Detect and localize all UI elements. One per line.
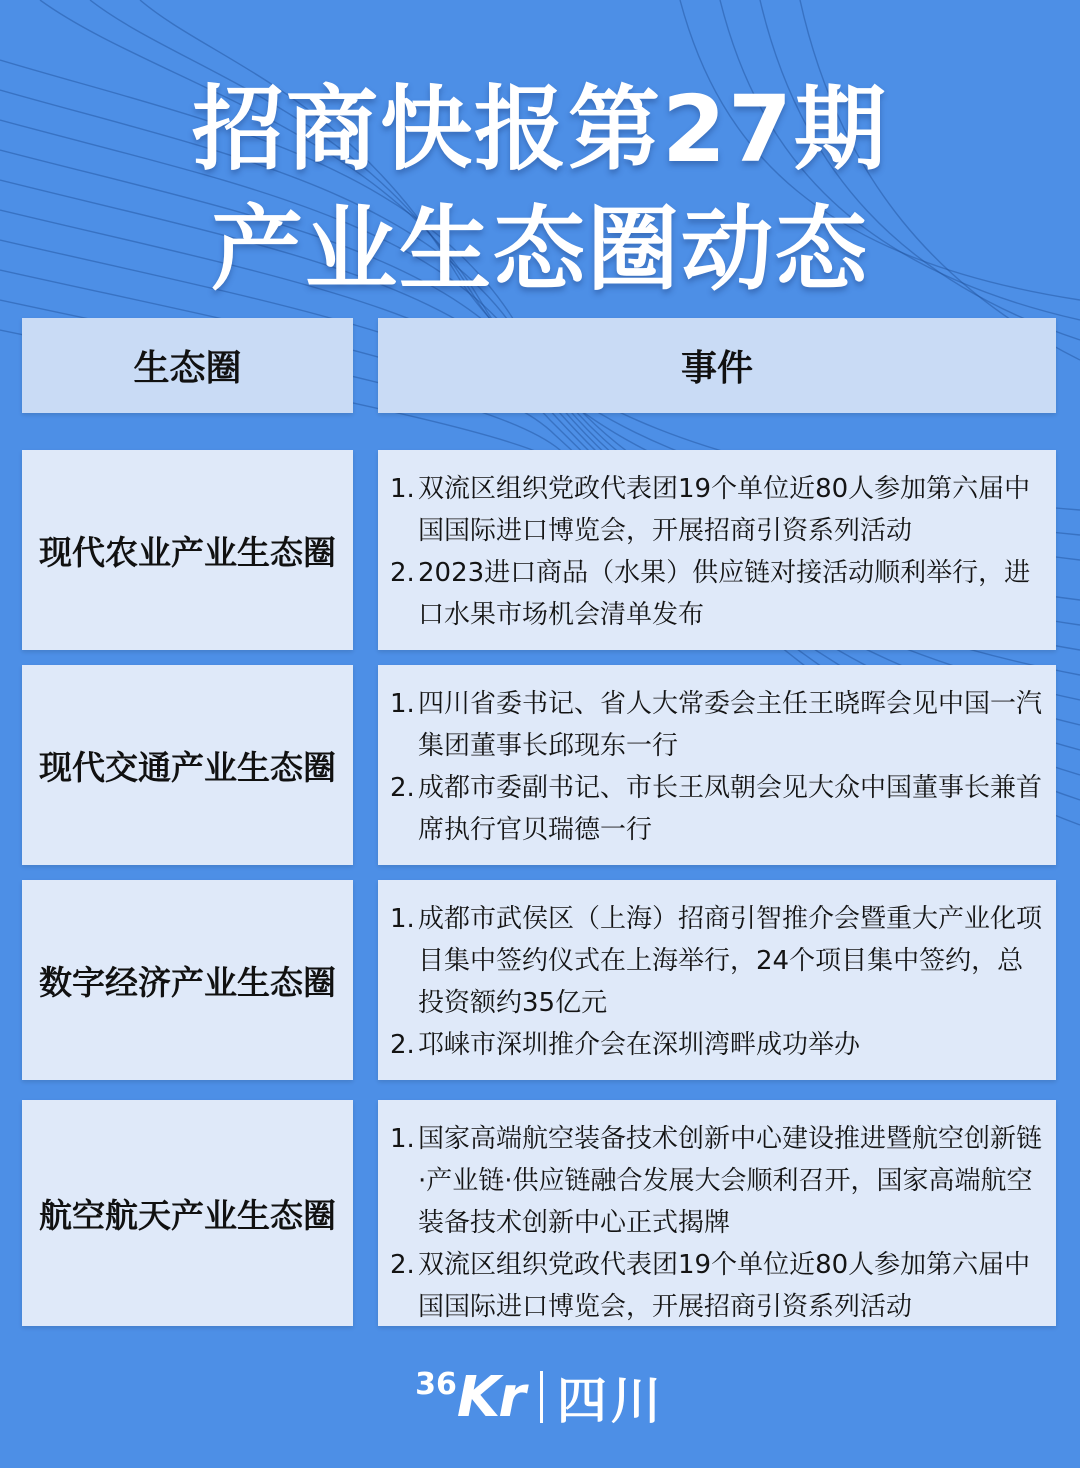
- event-number: 2.: [390, 558, 415, 588]
- event-text: 双流区组织党政代表团19个单位近80人参加第六届中国国际进口博览会，开展招商引资系列活动: [418, 474, 1031, 546]
- event-number: 1.: [390, 474, 415, 504]
- table-header-events: 事件: [378, 318, 1056, 413]
- events-cell: [378, 450, 1056, 650]
- events-cell: [378, 880, 1056, 1080]
- event-number: 2.: [390, 1030, 415, 1060]
- event-item: [390, 898, 1048, 1024]
- brand-text: Kr: [456, 1364, 524, 1430]
- event-text: 双流区组织党政代表团19个单位近80人参加第六届中国国际进口博览会，开展招商引资系列活动: [418, 1250, 1031, 1322]
- event-item: [390, 683, 1048, 767]
- brand-logo: [415, 1365, 524, 1430]
- event-item: [390, 1024, 1048, 1066]
- footer-logo: [0, 1362, 1080, 1432]
- event-number: 1.: [390, 1124, 415, 1154]
- event-item: [390, 767, 1048, 851]
- event-number: 2.: [390, 1250, 415, 1280]
- logo-divider: [540, 1371, 543, 1423]
- ecosystem-name: 现代农业产业生态圈: [22, 450, 353, 650]
- event-number: 1.: [390, 689, 415, 719]
- brand-number: 36: [415, 1366, 457, 1402]
- event-item: [390, 468, 1048, 552]
- event-text: 成都市武侯区（上海）招商引智推介会暨重大产业化项目集中签约仪式在上海举行，24个项目集中签约，总投资额约35亿元: [418, 904, 1043, 1018]
- page-title-line2: 产业生态圈动态: [210, 196, 869, 303]
- event-text: 2023进口商品（水果）供应链对接活动顺利举行，进口水果市场机会清单发布: [418, 558, 1031, 630]
- ecosystem-name: 航空航天产业生态圈: [22, 1100, 353, 1326]
- ecosystem-name: 现代交通产业生态圈: [22, 665, 353, 865]
- event-item: [390, 1118, 1048, 1244]
- event-number: 1.: [390, 904, 415, 934]
- event-text: 邛崃市深圳推介会在深圳湾畔成功举办: [418, 1030, 861, 1060]
- event-item: [390, 1244, 1048, 1328]
- event-text: 国家高端航空装备技术创新中心建设推进暨航空创新链·产业链·供应链融合发展大会顺利召开，国家高端航空装备技术创新中心正式揭牌: [418, 1124, 1043, 1238]
- event-item: [390, 552, 1048, 636]
- events-cell: [378, 1100, 1056, 1326]
- page-title-line1: 招商快报第27期: [191, 76, 889, 183]
- event-number: 2.: [390, 773, 415, 803]
- event-text: 四川省委书记、省人大常委会主任王晓晖会见中国一汽集团董事长邱现东一行: [418, 689, 1043, 761]
- table-header-ecosystem: 生态圈: [22, 318, 353, 413]
- events-cell: [378, 665, 1056, 865]
- ecosystem-name: 数字经济产业生态圈: [22, 880, 353, 1080]
- event-text: 成都市委副书记、市长王凤朝会见大众中国董事长兼首席执行官贝瑞德一行: [418, 773, 1043, 845]
- region-label: 四川: [556, 1372, 665, 1430]
